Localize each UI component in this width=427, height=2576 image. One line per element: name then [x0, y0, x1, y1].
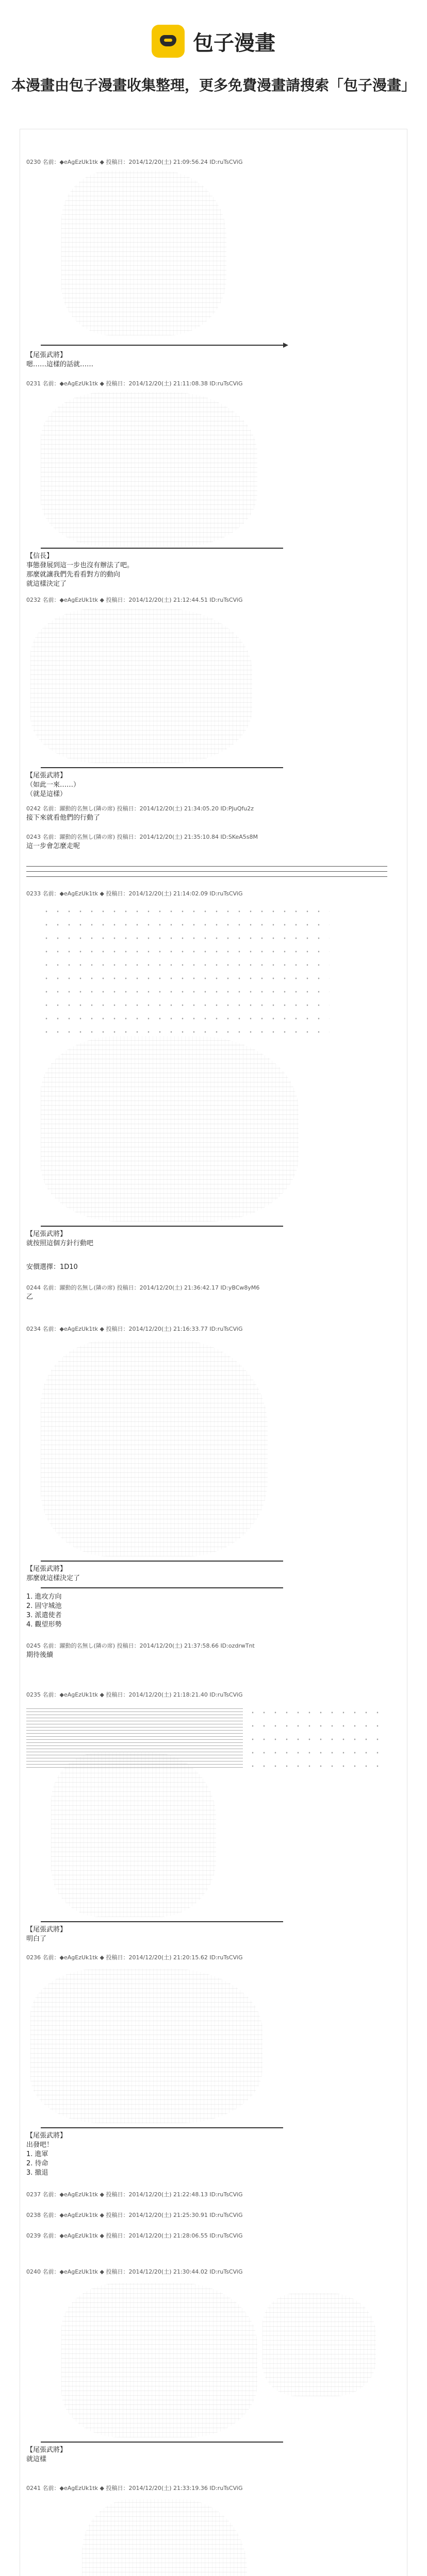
caption: 【尾張武將】 就按照這個方針行動吧 — [26, 1230, 94, 1247]
ascii-art-figure — [41, 392, 257, 547]
ascii-art-figure — [51, 1752, 216, 1917]
divider — [41, 2442, 283, 2443]
arrow-icon — [283, 343, 288, 348]
post-header: 0235 名前：◆eAgEzUk1tk ◆ 投稿日：2014/12/20(土) 21:18:21.40 ID:ruTsCViG — [26, 1691, 243, 1698]
site-subtitle: 本漫畫由包子漫畫收集整理，更多免費漫畫請搜索「包子漫畫」 — [11, 77, 416, 94]
choice-list: 1. 進攻方向 2. 固守城池 3. 派遣使者 4. 觀望形勢 — [26, 1593, 62, 1629]
post-header: 0232 名前：◆eAgEzUk1tk ◆ 投稿日：2014/12/20(土) 21:12:44.51 ID:ruTsCViG — [26, 597, 243, 603]
section-divider — [26, 871, 387, 872]
caption: 【信長】 事態發展到這一步也沒有辦法了吧。 那麼就讓我們先看看對方的動向 就這樣決定了 — [26, 552, 134, 588]
baozi-logo-icon — [152, 25, 185, 58]
caption: 【尾張武將】 那麼就這樣決定了 — [26, 1565, 80, 1582]
reply-text: 乙 — [26, 1293, 34, 1301]
divider — [41, 2127, 283, 2128]
brand-name: 包子漫畫 — [193, 31, 275, 55]
site-header — [0, 21, 427, 103]
section-divider — [26, 866, 387, 867]
ascii-art-figure — [30, 1969, 262, 2123]
reply-header: 0244 名前：躍動的名無し(隣の席) 投稿日：2014/12/20(土) 21:36:42.17 ID:yBCw8yM6 — [26, 1284, 260, 1291]
divider — [41, 1561, 283, 1562]
caption: 【尾張武將】 嗯……這樣的話就…… — [26, 351, 94, 368]
reply-header: 0243 名前：躍動的名無し(隣の席) 投稿日：2014/12/20(土) 21:35:10.84 ID:SKeA5s8M — [26, 834, 258, 840]
snow-scene — [41, 905, 330, 1039]
reply-header: 0242 名前：躍動的名無し(隣の席) 投稿日：2014/12/20(土) 21:34:05.20 ID:PJuQfu2z — [26, 805, 254, 812]
ascii-art-figure — [61, 171, 226, 335]
reply-text: 期待後續 — [26, 1651, 54, 1659]
post-header: 0237 名前：◆eAgEzUk1tk ◆ 投稿日：2014/12/20(土) 21:22:48.13 ID:ruTsCViG — [26, 2191, 243, 2198]
divider — [41, 548, 283, 549]
post-header: 0234 名前：◆eAgEzUk1tk ◆ 投稿日：2014/12/20(土) 21:16:33.77 ID:ruTsCViG — [26, 1326, 243, 1332]
texture — [247, 1706, 381, 1768]
comic-page — [20, 129, 407, 2576]
post-header: 0230 名前：◆eAgEzUk1tk ◆ 投稿日：2014/12/20(土) 21:09:56.24 ID:ruTsCViG — [26, 159, 243, 165]
reply-text: 這一步會怎麼走呢 — [26, 842, 80, 850]
brand-row — [0, 21, 427, 62]
ascii-art-figure — [41, 1036, 299, 1222]
divider — [41, 1921, 283, 1922]
ascii-art-figure — [61, 2283, 257, 2437]
caption: 【尾張武將】 （如此一來……） （就是這樣） — [26, 772, 80, 798]
divider — [41, 1226, 283, 1227]
divider — [41, 345, 283, 346]
caption: 【尾張武將】 明白了 — [26, 1926, 67, 1943]
post-header: 0236 名前：◆eAgEzUk1tk ◆ 投稿日：2014/12/20(土) 21:20:15.62 ID:ruTsCViG — [26, 1954, 243, 1961]
section-divider — [26, 876, 387, 877]
ascii-art-figure — [30, 608, 252, 763]
caption: 【尾張武將】 就這樣 — [26, 2446, 67, 2463]
reply-text: 接下來就看他們的行動了 — [26, 814, 101, 822]
post-header: 0233 名前：◆eAgEzUk1tk ◆ 投稿日：2014/12/20(土) 21:14:02.09 ID:ruTsCViG — [26, 890, 243, 897]
caption: 【尾張武將】 出發吧！ 1. 進軍 2. 待命 3. 撤退 — [26, 2132, 67, 2177]
caption: 安價選擇：1D10 — [26, 1263, 78, 1271]
reply-header: 0245 名前：躍動的名無し(隣の席) 投稿日：2014/12/20(土) 21:37:58.66 ID:ozdrwTnt — [26, 1642, 255, 1649]
post-header: 0241 名前：◆eAgEzUk1tk ◆ 投稿日：2014/12/20(土) 21:33:19.36 ID:ruTsCViG — [26, 2485, 243, 2492]
post-header: 0238 名前：◆eAgEzUk1tk ◆ 投稿日：2014/12/20(土) 21:25:30.91 ID:ruTsCViG — [26, 2212, 243, 2218]
post-header: 0240 名前：◆eAgEzUk1tk ◆ 投稿日：2014/12/20(土) 21:30:44.02 ID:ruTsCViG — [26, 2268, 243, 2275]
ascii-art-figure — [41, 1340, 268, 1556]
post-header: 0239 名前：◆eAgEzUk1tk ◆ 投稿日：2014/12/20(土) 21:28:06.55 ID:ruTsCViG — [26, 2232, 243, 2239]
divider — [41, 767, 283, 768]
post-header: 0231 名前：◆eAgEzUk1tk ◆ 投稿日：2014/12/20(土) 21:11:08.38 ID:ruTsCViG — [26, 380, 243, 387]
ascii-art-figure — [82, 2499, 247, 2576]
divider — [41, 1587, 283, 1588]
ascii-art-figure — [262, 2293, 376, 2396]
